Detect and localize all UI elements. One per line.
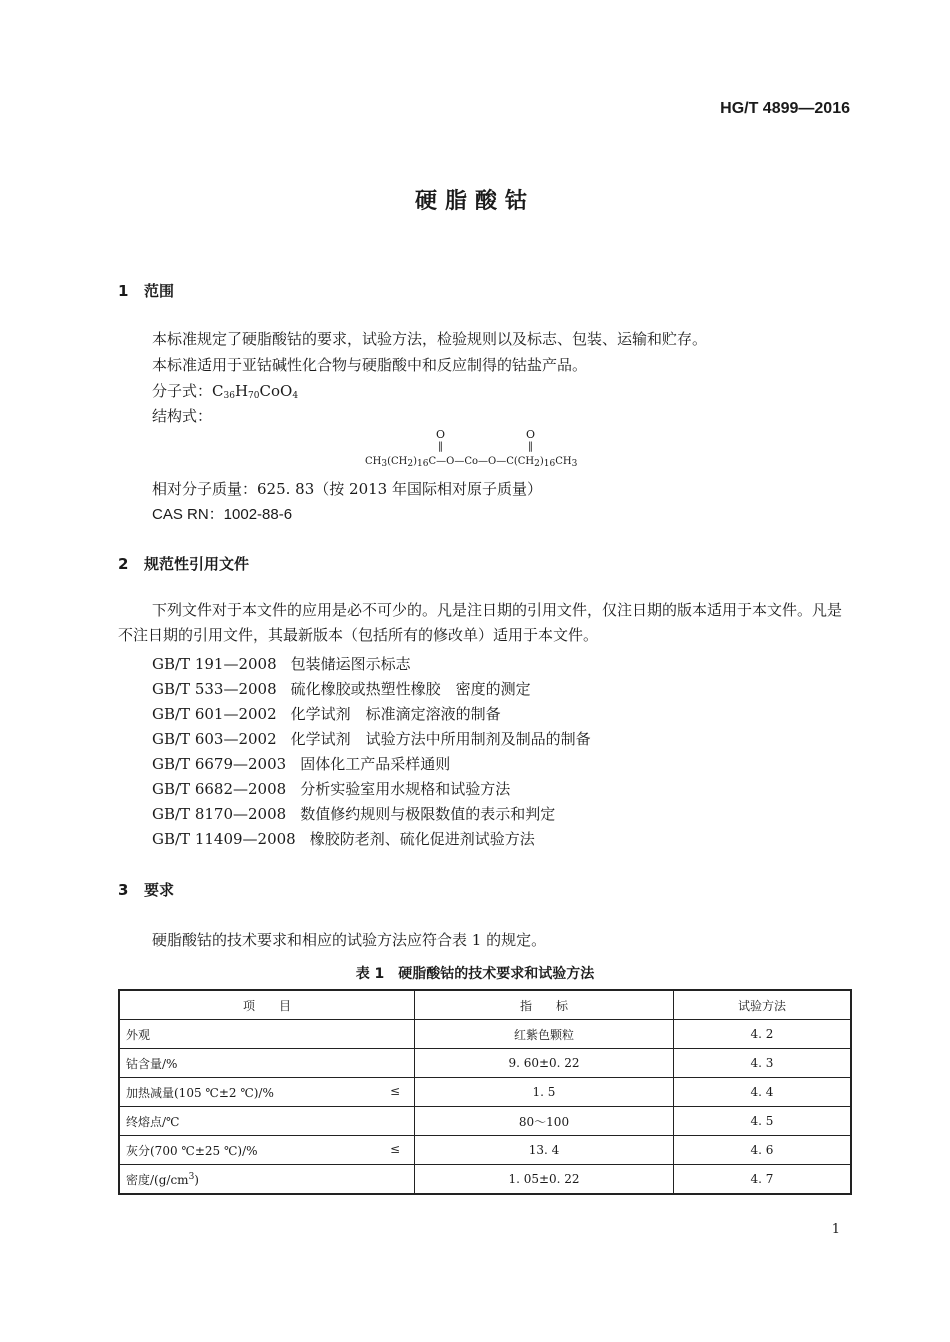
table-caption: 表 1 硬脂酸钴的技术要求和试验方法 xyxy=(355,966,595,982)
item-label: 钴含量/% xyxy=(126,1056,178,1071)
reference-item xyxy=(152,728,591,749)
reference-code: GB/T 11409—2008 xyxy=(152,830,296,848)
value-cell: 红紫色颗粒 xyxy=(415,1020,674,1049)
formula-element: C xyxy=(212,382,224,400)
chain-subscript: 2 xyxy=(534,459,540,469)
le-symbol: ≤ xyxy=(389,1142,400,1156)
chain-part: CH xyxy=(365,456,382,467)
double-bond-left: ‖ xyxy=(438,441,443,452)
reference-title: 硫化橡胶或热塑性橡胶 密度的测定 xyxy=(290,680,531,698)
formula-subscript: 70 xyxy=(248,391,260,401)
reference-item xyxy=(152,778,510,799)
chain-part: CH xyxy=(555,456,572,467)
value-cell: 1. 05±0. 22 xyxy=(415,1165,674,1195)
method-cell: 4. 5 xyxy=(674,1107,852,1136)
formula-label: 分子式： xyxy=(152,382,213,400)
oxygen-left: O xyxy=(436,428,446,441)
value-cell: 9. 60±0. 22 xyxy=(415,1049,674,1078)
item-label: 密度/(g/cm xyxy=(126,1172,189,1187)
item-label: 终熔点/℃ xyxy=(126,1114,180,1129)
item-cell xyxy=(119,1049,415,1078)
formula-element: CoO xyxy=(259,382,293,400)
item-superscript: 3 xyxy=(188,1171,195,1182)
reference-title: 橡胶防老剂、硫化促进剂试验方法 xyxy=(309,830,535,848)
double-bond-right: ‖ xyxy=(528,441,533,452)
reference-code: GB/T 6682—2008 xyxy=(152,780,287,798)
reference-title: 固体化工产品采样通则 xyxy=(300,755,451,773)
reference-item xyxy=(152,753,450,774)
section-2-heading xyxy=(118,553,249,574)
document-title: 硬脂酸钴 xyxy=(414,189,535,214)
chain-subscript: 3 xyxy=(381,459,388,469)
section-title: 规范性引用文件 xyxy=(144,555,250,573)
item-cell xyxy=(119,1020,415,1049)
item-label: 外观 xyxy=(126,1027,151,1042)
chain-subscript: 16 xyxy=(543,459,556,469)
column-header: 试验方法 xyxy=(674,990,852,1020)
item-label: 加热减量(105 ℃±2 ℃)/% xyxy=(126,1085,274,1100)
chain-part: ) xyxy=(413,456,418,467)
structure-chain xyxy=(365,456,577,469)
reference-title: 化学试剂 标准滴定溶液的制备 xyxy=(290,705,501,723)
chain-part: (CH xyxy=(387,456,408,467)
section-title: 范围 xyxy=(144,282,175,300)
method-cell: 4. 3 xyxy=(674,1049,852,1078)
item-cell xyxy=(119,1107,415,1136)
molecular-formula xyxy=(152,380,298,401)
le-symbol: ≤ xyxy=(389,1084,400,1098)
section-number: 1 xyxy=(118,282,129,300)
method-cell: 4. 4 xyxy=(674,1078,852,1107)
section-1-heading xyxy=(118,280,174,301)
chain-part: ) xyxy=(539,456,544,467)
item-cell xyxy=(119,1165,415,1195)
table-row xyxy=(119,1078,851,1107)
reference-title: 包装储运图示标志 xyxy=(290,655,411,673)
cas-number: CAS RN：1002-88-6 xyxy=(152,506,293,523)
scope-paragraph-1: 本标准规定了硬脂酸钴的要求，试验方法，检验规则以及标志、包装、运输和贮存。 xyxy=(152,330,708,348)
formula-subscript: 4 xyxy=(292,391,299,401)
formula-subscript: 36 xyxy=(223,391,235,401)
reference-code: GB/T 8170—2008 xyxy=(152,805,287,823)
item-label: 灰分(700 ℃±25 ℃)/% xyxy=(126,1143,258,1158)
column-header: 指 标 xyxy=(415,990,674,1020)
molecular-mass: 相对分子质量：625. 83（按 2013 年国际相对原子质量） xyxy=(152,480,542,498)
reference-code: GB/T 6679—2003 xyxy=(152,755,287,773)
oxygen-right: O xyxy=(526,428,536,441)
section-number: 2 xyxy=(118,555,129,573)
item-cell xyxy=(119,1136,415,1165)
structure-label: 结构式： xyxy=(152,407,213,425)
requirements-paragraph: 硬脂酸钴的技术要求和相应的试验方法应符合表 1 的规定。 xyxy=(152,931,547,949)
item-label-tail: ) xyxy=(194,1172,199,1187)
table-row xyxy=(119,1165,851,1195)
reference-item xyxy=(152,828,535,849)
table-row xyxy=(119,1020,851,1049)
reference-item xyxy=(152,703,501,724)
reference-item xyxy=(152,678,531,699)
section-3-heading xyxy=(118,879,174,900)
value-cell: 1. 5 xyxy=(415,1078,674,1107)
reference-title: 数值修约规则与极限数值的表示和判定 xyxy=(300,805,556,823)
column-header: 项 目 xyxy=(119,990,415,1020)
table-row xyxy=(119,1107,851,1136)
reference-code: GB/T 603—2002 xyxy=(152,730,277,748)
table-row xyxy=(119,1049,851,1078)
section-number: 3 xyxy=(118,881,129,899)
item-cell xyxy=(119,1078,415,1107)
reference-code: GB/T 533—2008 xyxy=(152,680,277,698)
page-number: 1 xyxy=(831,1222,840,1237)
reference-code: GB/T 191—2008 xyxy=(152,655,277,673)
section-title: 要求 xyxy=(144,881,175,899)
chain-subscript: 3 xyxy=(571,459,578,469)
standard-code: HG/T 4899—2016 xyxy=(720,100,850,117)
chain-subscript: 16 xyxy=(417,459,429,469)
value-cell: 80～100 xyxy=(415,1107,674,1136)
chain-part: C—O—Co—O—C(CH xyxy=(428,456,535,467)
method-cell: 4. 2 xyxy=(674,1020,852,1049)
structural-formula xyxy=(365,428,615,472)
method-cell: 4. 6 xyxy=(674,1136,852,1165)
table-row xyxy=(119,1136,851,1165)
spec-table xyxy=(118,989,852,1195)
reference-item xyxy=(152,803,555,824)
reference-code: GB/T 601—2002 xyxy=(152,705,277,723)
references-intro: 下列文件对于本文件的应用是必不可少的。凡是注日期的引用文件，仅注日期的版本适用于本文件。凡是不注日期的引用文件，其最新版本（包括所有的修改单）适用于本文件。 xyxy=(118,601,843,644)
reference-title: 分析实验室用水规格和试验方法 xyxy=(300,780,511,798)
method-cell: 4. 7 xyxy=(674,1165,852,1195)
chain-subscript: 2 xyxy=(407,459,414,469)
reference-title: 化学试剂 试验方法中所用制剂及制品的制备 xyxy=(290,730,591,748)
scope-paragraph-2: 本标准适用于亚钴碱性化合物与硬脂酸中和反应制得的钴盐产品。 xyxy=(152,356,588,374)
reference-item xyxy=(152,653,411,674)
formula-element: H xyxy=(234,382,249,400)
value-cell: 13. 4 xyxy=(415,1136,674,1165)
table-header-row xyxy=(119,990,851,1020)
